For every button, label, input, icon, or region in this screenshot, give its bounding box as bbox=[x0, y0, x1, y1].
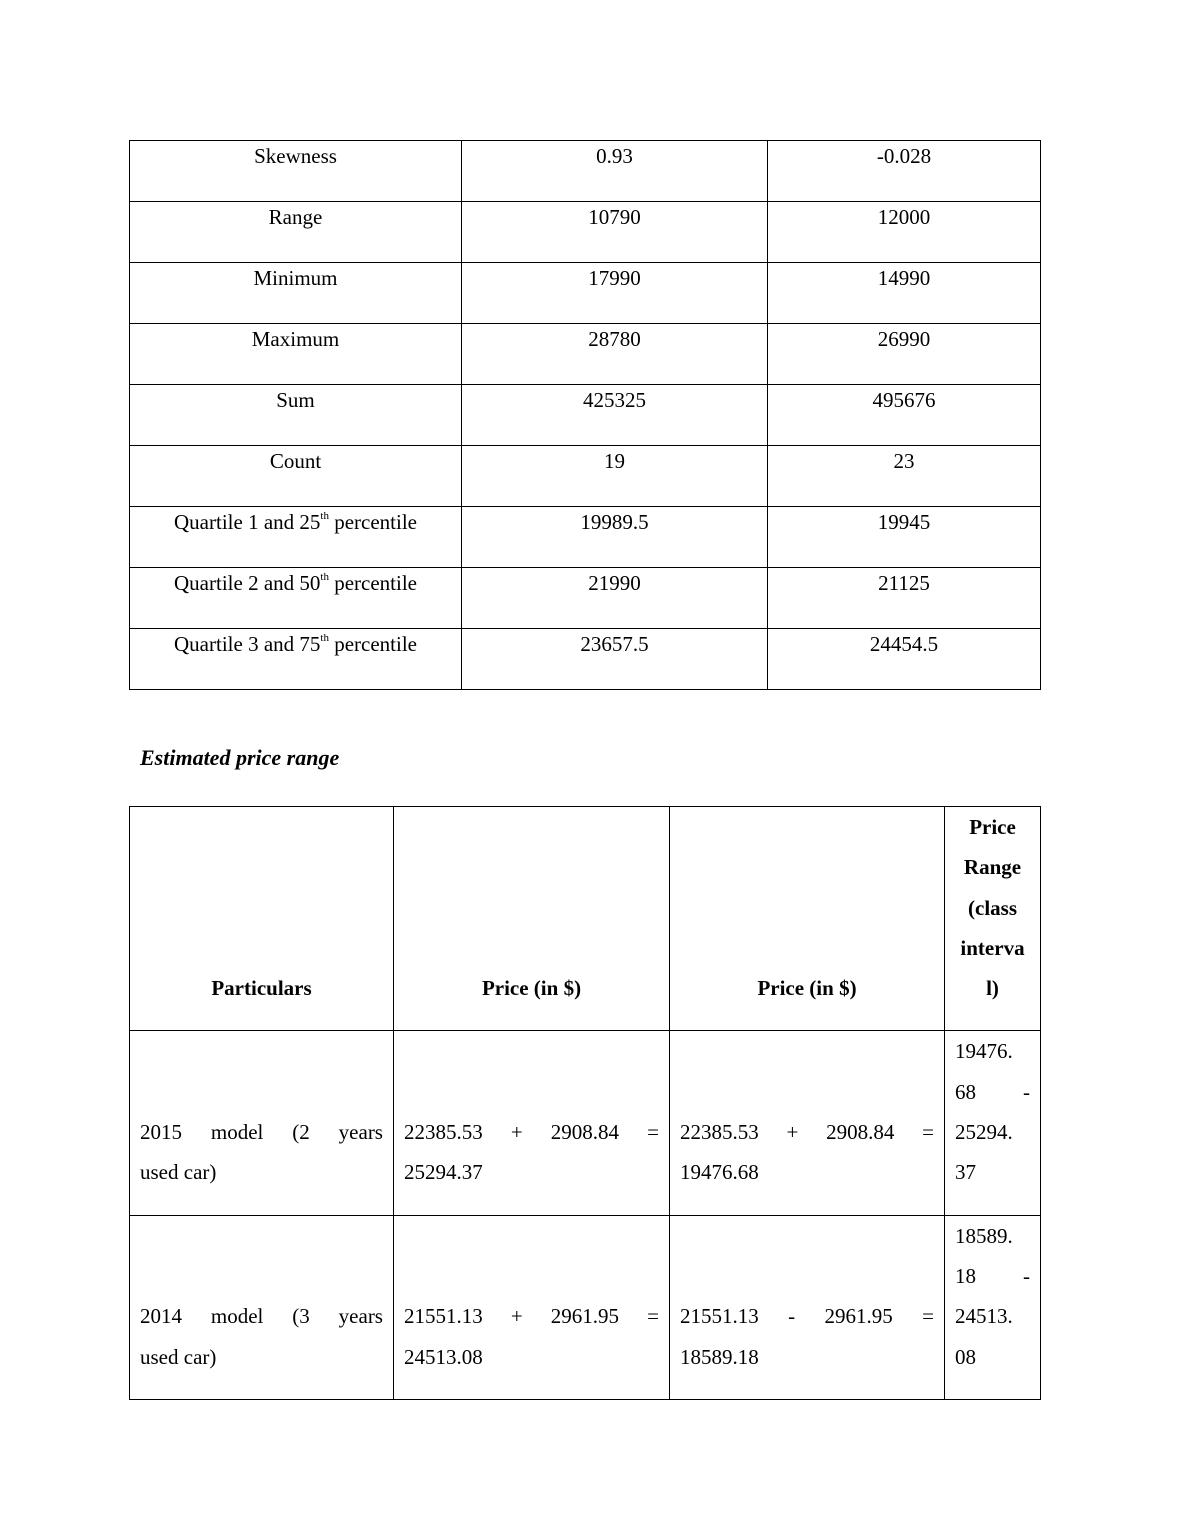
stat-label: Quartile 1 and 25th percentile bbox=[130, 507, 462, 568]
particulars-line: used car) bbox=[140, 1160, 217, 1185]
stats-row bbox=[130, 385, 1041, 446]
price-range-line: 37 bbox=[955, 1160, 976, 1185]
upper-price-result: 25294.37 bbox=[404, 1160, 483, 1185]
stats-row bbox=[130, 446, 1041, 507]
price-range-line: 24513. bbox=[955, 1304, 1013, 1329]
price-range-line: 18589. bbox=[955, 1223, 1013, 1248]
stats-row bbox=[130, 141, 1041, 202]
stats-row bbox=[130, 324, 1041, 385]
stat-value-first: 17990 bbox=[462, 263, 768, 324]
upper-price-formula: 21551.13 + 2961.95 = bbox=[404, 1304, 659, 1329]
header-price-upper: Price (in $) bbox=[394, 807, 670, 1031]
header-range-line: Range bbox=[963, 855, 1022, 880]
stat-value-second: 21125 bbox=[768, 568, 1041, 629]
stat-label: Sum bbox=[130, 385, 462, 446]
stat-value-first: 19 bbox=[462, 446, 768, 507]
ordinal-suffix: th bbox=[320, 510, 329, 522]
lower-price-cell bbox=[670, 1215, 945, 1399]
stat-value-second: 24454.5 bbox=[768, 629, 1041, 690]
ordinal-suffix: th bbox=[320, 632, 329, 644]
price-range-line: 08 bbox=[955, 1344, 976, 1369]
header-particulars: Particulars bbox=[130, 807, 394, 1031]
lower-price-result: 19476.68 bbox=[680, 1160, 759, 1185]
upper-price-cell bbox=[394, 1031, 670, 1215]
stat-label: Minimum bbox=[130, 263, 462, 324]
price-table-data bbox=[130, 1031, 1041, 1399]
stats-row bbox=[130, 568, 1041, 629]
lower-price-formula: 22385.53 + 2908.84 = bbox=[680, 1120, 934, 1145]
stats-row bbox=[130, 263, 1041, 324]
price-table-body bbox=[130, 807, 1041, 1031]
price-row bbox=[130, 1031, 1041, 1215]
header-range-line: interva bbox=[960, 935, 1025, 960]
stat-label: Count bbox=[130, 446, 462, 507]
price-range-line: 19476. bbox=[955, 1039, 1013, 1064]
upper-price-cell bbox=[394, 1215, 670, 1399]
price-range-line: 25294. bbox=[955, 1120, 1013, 1145]
stats-row bbox=[130, 507, 1041, 568]
stat-value-second: 26990 bbox=[768, 324, 1041, 385]
descriptive-statistics-table bbox=[129, 140, 1041, 690]
stat-value-second: 12000 bbox=[768, 202, 1041, 263]
stats-row bbox=[130, 202, 1041, 263]
stat-value-second: 19945 bbox=[768, 507, 1041, 568]
stat-value-second: 495676 bbox=[768, 385, 1041, 446]
estimated-price-range-table bbox=[129, 806, 1041, 1400]
price-row bbox=[130, 1215, 1041, 1399]
price-range-line: 18 - bbox=[955, 1263, 1030, 1288]
stat-value-first: 19989.5 bbox=[462, 507, 768, 568]
particulars-line: 2015 model (2 years bbox=[140, 1120, 383, 1145]
stat-label: Quartile 2 and 50th percentile bbox=[130, 568, 462, 629]
stat-value-first: 21990 bbox=[462, 568, 768, 629]
stat-value-second: 23 bbox=[768, 446, 1041, 507]
stat-label: Maximum bbox=[130, 324, 462, 385]
header-range-line: l) bbox=[986, 976, 999, 1001]
stats-table-body bbox=[130, 141, 1041, 690]
header-range-line: (class bbox=[968, 895, 1017, 920]
stat-label: Quartile 3 and 75th percentile bbox=[130, 629, 462, 690]
lower-price-result: 18589.18 bbox=[680, 1344, 759, 1369]
particulars-line: used car) bbox=[140, 1344, 217, 1369]
price-range-cell bbox=[945, 1031, 1041, 1215]
stat-value-second: 14990 bbox=[768, 263, 1041, 324]
ordinal-suffix: th bbox=[320, 571, 329, 583]
stat-value-first: 425325 bbox=[462, 385, 768, 446]
lower-price-formula: 21551.13 - 2961.95 = bbox=[680, 1304, 934, 1329]
particulars-cell bbox=[130, 1215, 394, 1399]
particulars-cell bbox=[130, 1031, 394, 1215]
stat-value-first: 23657.5 bbox=[462, 629, 768, 690]
lower-price-cell bbox=[670, 1031, 945, 1215]
header-range-line: Price bbox=[969, 815, 1016, 839]
stat-label: Range bbox=[130, 202, 462, 263]
header-price-range bbox=[945, 807, 1041, 1031]
stat-value-first: 0.93 bbox=[462, 141, 768, 202]
upper-price-result: 24513.08 bbox=[404, 1344, 483, 1369]
stat-value-first: 10790 bbox=[462, 202, 768, 263]
section-heading: Estimated price range bbox=[140, 745, 340, 770]
price-range-cell bbox=[945, 1215, 1041, 1399]
upper-price-formula: 22385.53 + 2908.84 = bbox=[404, 1120, 659, 1145]
price-range-line: 68 - bbox=[955, 1079, 1030, 1104]
stat-value-first: 28780 bbox=[462, 324, 768, 385]
price-table-header-row bbox=[130, 807, 1041, 1031]
stats-row bbox=[130, 629, 1041, 690]
header-price-lower: Price (in $) bbox=[670, 807, 945, 1031]
stat-value-second: -0.028 bbox=[768, 141, 1041, 202]
particulars-line: 2014 model (3 years bbox=[140, 1304, 383, 1329]
stat-label: Skewness bbox=[130, 141, 462, 202]
